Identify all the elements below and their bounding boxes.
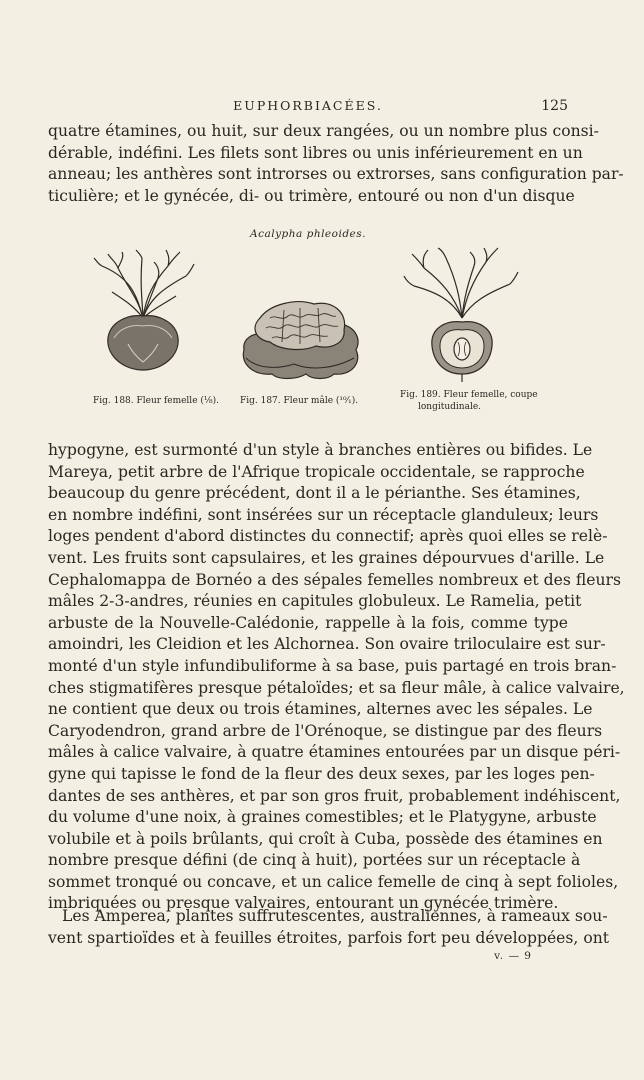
figure-189-illustration bbox=[402, 246, 522, 386]
text-line: ne contient que deux ou trois étamines, alternes avec les sépales. Le bbox=[48, 700, 593, 719]
figure-189-caption-line-1: Fig. 189. Fleur femelle, coupe bbox=[400, 390, 538, 400]
text-line: Les Amperea, plantes suffrutescentes, australiennes, à rameaux sou- bbox=[62, 907, 608, 925]
page-header bbox=[48, 98, 568, 118]
signature-mark: v. — 9 bbox=[494, 950, 532, 962]
text-line: ticulière; et le gynécée, di- ou trimère, entouré ou non d'un disque bbox=[48, 186, 575, 205]
paragraph-2 bbox=[48, 440, 625, 915]
text-line: anneau; les anthères sont introrses ou extrorses, sans configuration par- bbox=[48, 165, 624, 184]
text-line: amoindri, les Cleidion et les Alchornea. Son ovaire triloculaire est sur- bbox=[48, 635, 606, 654]
text-line: vent. Les fruits sont capsulaires, et les graines dépourvues d'arille. Le bbox=[48, 548, 605, 567]
text-line: ches stigmatifères presque pétaloïdes; et sa fleur mâle, à calice valvaire, bbox=[48, 678, 625, 697]
text-line: arbuste de la Nouvelle-Calédonie, rappelle à la fois, comme type bbox=[48, 613, 568, 632]
text-line: vent spartioïdes et à feuilles étroites, parfois fort peu développées, ont bbox=[48, 928, 610, 947]
figure-group-title: Acalypha phleoides. bbox=[250, 228, 366, 240]
text-line: mâles 2-3-andres, réunies en capitules globuleux. Le Ramelia, petit bbox=[48, 592, 582, 611]
text-line: hypogyne, est surmonté d'un style à branches entières ou bifides. Le bbox=[48, 441, 593, 459]
figure-187-illustration bbox=[236, 288, 366, 380]
text-line: gyne qui tapisse le fond de la fleur des deux sexes, par les loges pen- bbox=[48, 764, 595, 783]
text-line: sommet tronqué ou concave, et un calice femelle de cinq à sept folioles, bbox=[48, 872, 619, 891]
paragraph-1 bbox=[48, 121, 624, 207]
text-line: imbriquées ou presque valvaires, entourant un gynécée trimère. bbox=[48, 894, 559, 913]
paragraph-3 bbox=[48, 906, 610, 949]
figure-187-caption: Fig. 187. Fleur mâle (¹⁰⁄₁). bbox=[240, 396, 359, 406]
text-line: du volume d'une noix, à graines comestibles; et le Platygyne, arbuste bbox=[48, 808, 597, 827]
page-number: 125 bbox=[541, 98, 568, 114]
text-line: monté d'un style infundibuliforme à sa base, puis partagé en trois bran- bbox=[48, 656, 617, 675]
text-line: en nombre indéfini, sont insérées sur un réceptacle glanduleux; leurs bbox=[48, 505, 599, 524]
text-line: Caryodendron, grand arbre de l'Orénoque, se distingue par des fleurs bbox=[48, 721, 603, 740]
text-line: beaucoup du genre précédent, dont il a le périanthe. Ses étamines, bbox=[48, 484, 581, 503]
figure-188-caption: Fig. 188. Fleur femelle (⅛). bbox=[93, 396, 219, 406]
text-line: mâles à calice valvaire, à quatre étamines entourées par un disque péri- bbox=[48, 743, 621, 762]
text-line: dantes de ses anthères, et par son gros fruit, probablement indéhiscent, bbox=[48, 786, 621, 805]
text-line: dérable, indéfini. Les filets sont libres ou unis inférieurement en un bbox=[48, 143, 583, 162]
figure-189-caption-line-2: longitudinale. bbox=[418, 402, 482, 412]
text-line: quatre étamines, ou huit, sur deux rangées, ou un nombre plus consi- bbox=[48, 122, 599, 140]
text-line: nombre presque défini (de cinq à huit), portées sur un réceptacle à bbox=[48, 851, 581, 870]
running-title: EUPHORBIACÉES. bbox=[233, 98, 383, 113]
text-line: volubile et à poils brûlants, qui croît à Cuba, possède des étamines en bbox=[48, 829, 603, 848]
text-line: Mareya, petit arbre de l'Afrique tropicale occidentale, se rapproche bbox=[48, 462, 585, 481]
text-line: loges pendent d'abord distinctes du connectif; après quoi elles se relè- bbox=[48, 527, 608, 546]
text-line: Cephalomappa de Bornéo a des sépales femelles nombreux et des fleurs bbox=[48, 570, 621, 589]
figure-188-illustration bbox=[88, 248, 198, 378]
